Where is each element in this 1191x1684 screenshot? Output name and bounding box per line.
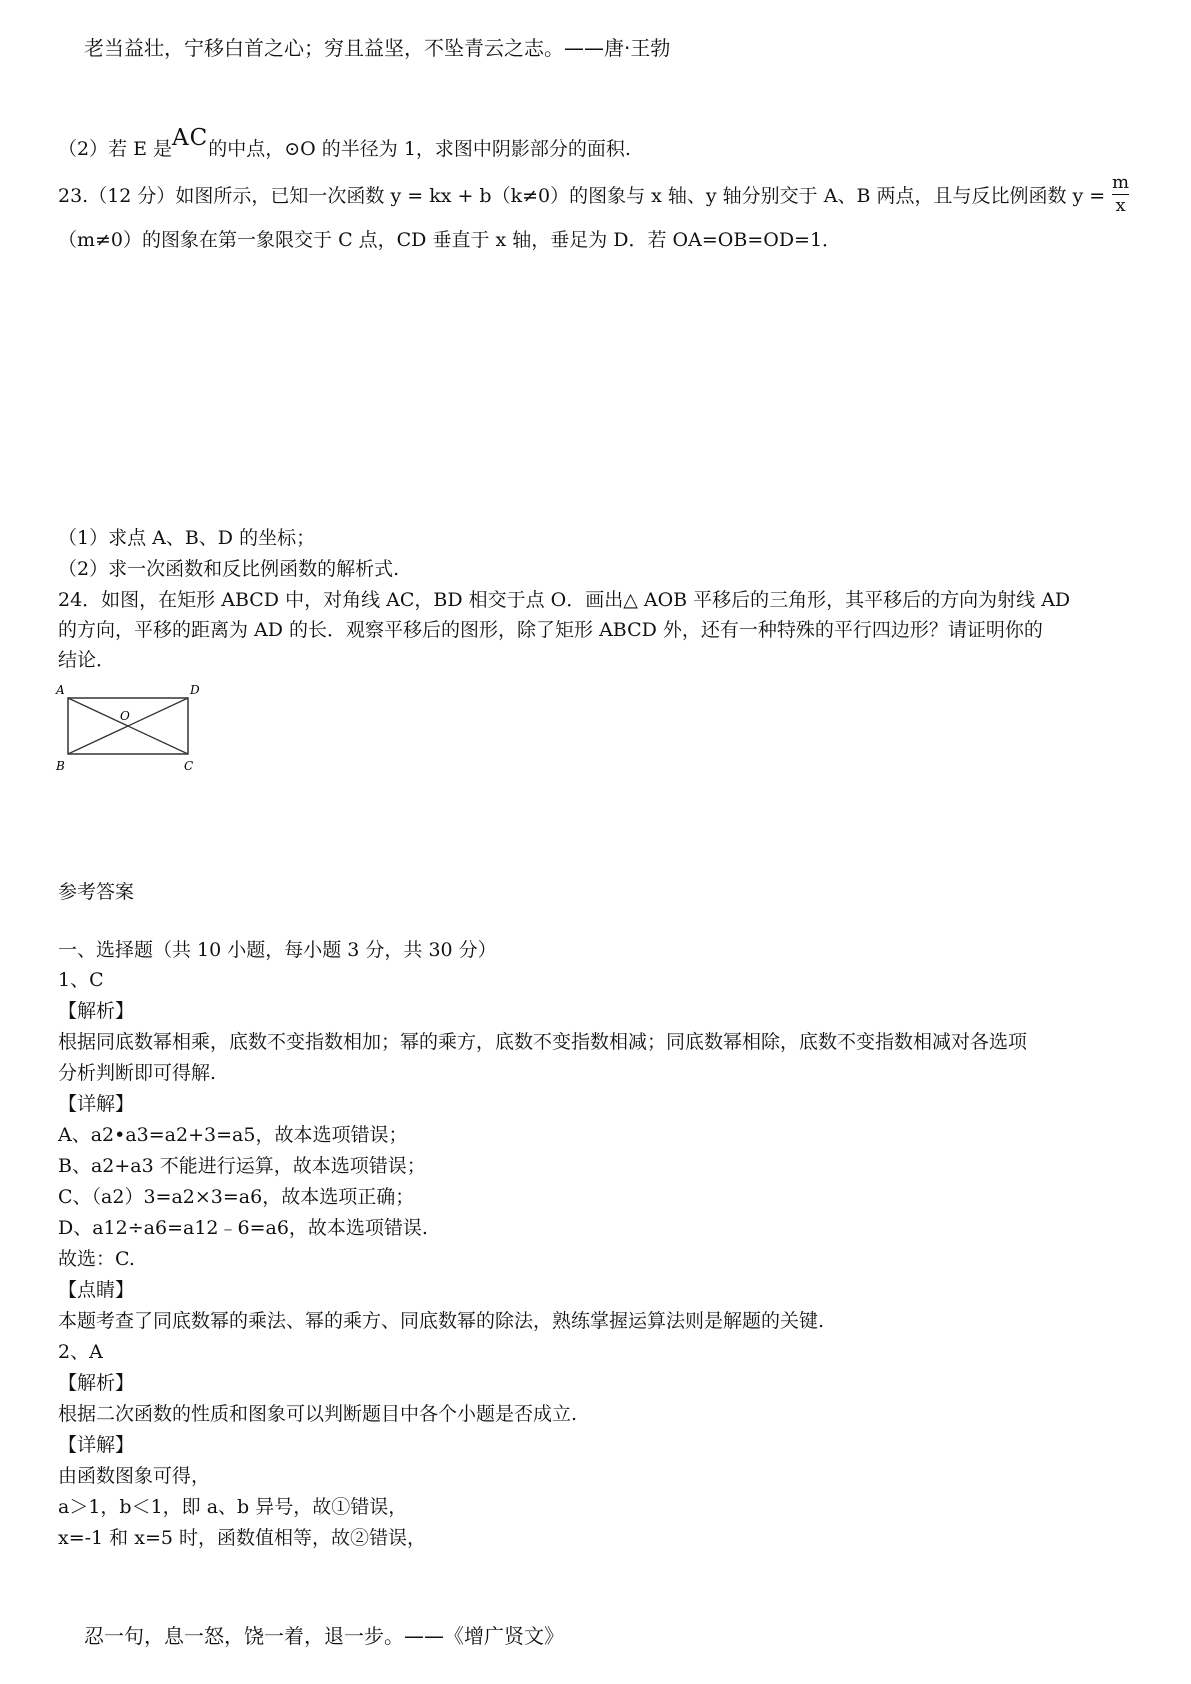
fraction-numerator: m [1112,172,1130,193]
q23-part2: （2）求一次函数和反比例函数的解析式. [58,558,400,580]
q22-part2 [58,125,631,161]
header-quote: 老当益壮，宁移白首之心；穷且益坚，不坠青云之志。——唐·王勃 [84,36,671,60]
q24-line3: 结论． [58,649,116,671]
answer-line: 由函数图象可得， [58,1465,211,1487]
answers-heading: 参考答案 [58,881,135,903]
answer-line: 根据同底数幂相乘，底数不变指数相加；幂的乘方，底数不变指数相减；同底数幂相除，底数不变指数相减对各选项 [58,1031,1028,1053]
label-c: C [184,759,194,772]
answer-line: 根据二次函数的性质和图象可以判断题目中各个小题是否成立. [58,1403,578,1425]
label-a: A [56,683,65,697]
answer-line: 2、A [58,1341,103,1363]
answer-line: D、a12÷a6=a12﹣6=a6，故本选项错误. [58,1217,428,1239]
answer-line: 1、C [58,969,104,991]
answer-line: 【解析】 [58,1372,135,1394]
arc-ac-label: AC [172,125,209,151]
answer-line: A、a2•a3=a2+3=a5，故本选项错误； [58,1124,408,1146]
answer-line: B、a2+a3 不能进行运算，故本选项错误； [58,1155,426,1177]
fraction-m-over-x [1112,172,1129,217]
q23-line2: （m≠0）的图象在第一象限交于 C 点，CD 垂直于 x 轴，垂足为 D．若 OA=OB=OD=1． [58,229,842,251]
label-b: B [56,759,65,772]
answer-line: 本题考查了同底数幂的乘法、幂的乘方、同底数幂的除法，熟练掌握运算法则是解题的关键. [58,1310,825,1332]
answer-line: 分析判断即可得解. [58,1062,217,1084]
answer-line: 【详解】 [58,1434,135,1456]
q23-part1: （1）求点 A、B、D 的坐标； [58,527,316,549]
q24-line1: 24．如图，在矩形 ABCD 中，对角线 AC，BD 相交于点 O．画出△ AOB 平移后的三角形，其平移后的方向为射线 AD [58,589,1071,611]
answer-line: 故选：C. [58,1248,135,1270]
rectangle-abcd-figure [52,680,212,772]
q23-line1: 23.（12 分）如图所示，已知一次函数 y = kx + b（k≠0）的图象与 x 轴、y 轴分别交于 A、B 两点，且与反比例函数 y = [58,185,1106,207]
fraction-denominator: x [1112,194,1129,217]
q22-part2-prefix: （2）若 E 是 [58,138,173,160]
answer-line: 【详解】 [58,1093,135,1115]
label-o: O [120,709,130,723]
answer-line: x=-1 和 x=5 时，函数值相等，故②错误， [58,1527,426,1549]
label-d: D [190,683,200,697]
footer-quote: 忍一句，息一怒，饶一着，退一步。——《增广贤文》 [84,1624,564,1648]
answers-section1: 一、选择题（共 10 小题，每小题 3 分，共 30 分） [58,939,497,961]
answer-line: a＞1，b＜1，即 a、b 异号，故①错误， [58,1496,408,1518]
q22-part2-suffix: 的中点，⊙O 的半径为 1，求图中阴影部分的面积. [208,138,631,160]
answer-line: 【解析】 [58,1000,135,1022]
answer-line: C、（a2）3=a2×3=a6，故本选项正确； [58,1186,415,1208]
answer-line: 【点睛】 [58,1279,135,1301]
q24-line2: 的方向，平移的距离为 AD 的长．观察平移后的图形，除了矩形 ABCD 外，还有一种特殊的平行四边形？请证明你的 [58,619,1043,641]
